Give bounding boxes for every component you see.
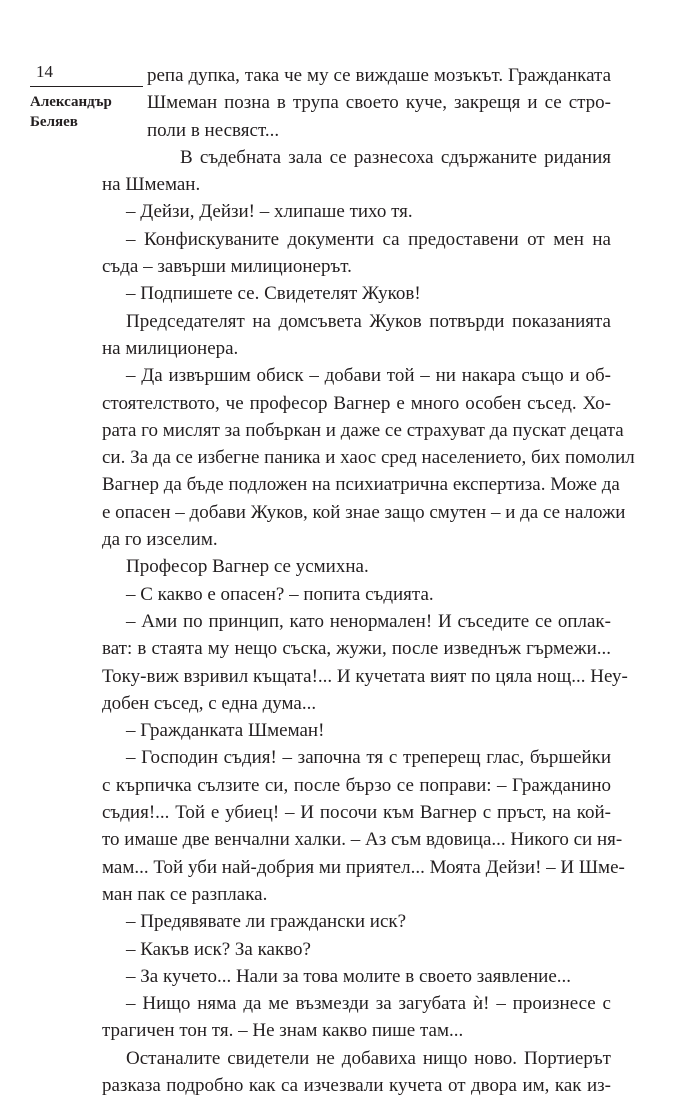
- text-line: – Конфискуваните документи са предоставени от мен на: [126, 228, 611, 250]
- text-line: разказа подробно как са изчезвали кучета от двора им, как из-: [102, 1074, 611, 1096]
- body-text: [102, 62, 635, 1099]
- text-line: – Дейзи, Дейзи! – хлипаше тихо тя.: [126, 201, 413, 223]
- text-line: поли в несвяст...: [147, 119, 280, 141]
- text-line: репа дупка, така че му се виждаше мозъкът. Гражданката: [147, 65, 611, 86]
- text-line: съдия!... Той е убиец! – И посочи към Вагнер с пръст, на кой-: [102, 802, 611, 824]
- text-line: – Какъв иск? За какво?: [126, 938, 311, 960]
- text-line: трагичен тон тя. – Не знам какво пише там...: [102, 1020, 464, 1042]
- text-line: В съдебната зала се разнесоха сдържаните ридания: [180, 146, 611, 168]
- text-line: – Подпишете се. Свидетелят Жуков!: [126, 283, 421, 305]
- text-line: рата го мислят за побъркан и даже се страхуват да пускат децата: [102, 419, 624, 441]
- text-line: – Ами по принцип, като ненормален! И съседите се оплак-: [126, 610, 611, 632]
- text-line: – Предявявате ли граждански иск?: [126, 911, 407, 933]
- text-line: ман пак се разплака.: [102, 883, 268, 905]
- text-line: то имаше две венчални халки. – Аз съм вдовица... Никого си ня-: [102, 829, 623, 851]
- text-line: – Господин съдия! – започна тя с треперещ глас, бършейки: [126, 747, 611, 769]
- author-last-name: Беляев: [30, 114, 78, 130]
- text-line: е опасен – добави Жуков, кой знае защо смутен – и да се наложи: [102, 501, 626, 523]
- text-line: Председателят на домсъвета Жуков потвърди показанията: [126, 310, 611, 332]
- text-line: – За кучето... Нали за това молите в своето заявление...: [126, 965, 572, 987]
- text-line: си. За да се избегне паника и хаос сред населението, бих помолил: [102, 447, 635, 469]
- text-line: съда – завърши милиционерът.: [102, 256, 352, 278]
- text-line: Шмеман позна в трупа своето куче, закрещя и се стро-: [147, 92, 611, 114]
- text-line: ват: в стаята му нещо съска, жужи, после изведнъж гърмежи...: [102, 638, 611, 660]
- author-first-name: Александър: [30, 94, 112, 110]
- text-line: да го изселим.: [102, 529, 218, 551]
- text-line: добен съсед, с една дума...: [102, 692, 317, 714]
- text-line: – Да извършим обиск – добави той – ни накара също и об-: [126, 365, 611, 387]
- text-line: Останалите свидетели не добавиха нищо ново. Портиерът: [126, 1047, 611, 1069]
- page-number: 14: [36, 62, 53, 81]
- text-line: мам... Той уби най-добрия ми приятел... Моята Дейзи! – И Шме-: [102, 856, 625, 878]
- text-line: – Гражданката Шмеман!: [126, 720, 325, 742]
- text-line: на милиционера.: [102, 337, 239, 359]
- text-line: с кърпичка сълзите си, после бързо се поправи: – Гражданино: [102, 774, 611, 796]
- text-line: – Нищо няма да ме възмезди за загубата ѝ! – произнесе с: [126, 993, 611, 1015]
- text-line: Вагнер да бъде подложен на психиатрична експертиза. Може да: [102, 474, 620, 496]
- text-line: Професор Вагнер се усмихна.: [126, 556, 369, 578]
- text-line: стоятелството, че професор Вагнер е много особен съсед. Хо-: [102, 392, 611, 414]
- text-line: Току-виж взривил къщата!... И кучетата вият по цяла нощ... Неу-: [102, 665, 628, 687]
- text-line: на Шмеман.: [102, 174, 201, 196]
- text-line: – С какво е опасен? – попита съдията.: [126, 583, 434, 605]
- paragraph-continued: [102, 62, 611, 144]
